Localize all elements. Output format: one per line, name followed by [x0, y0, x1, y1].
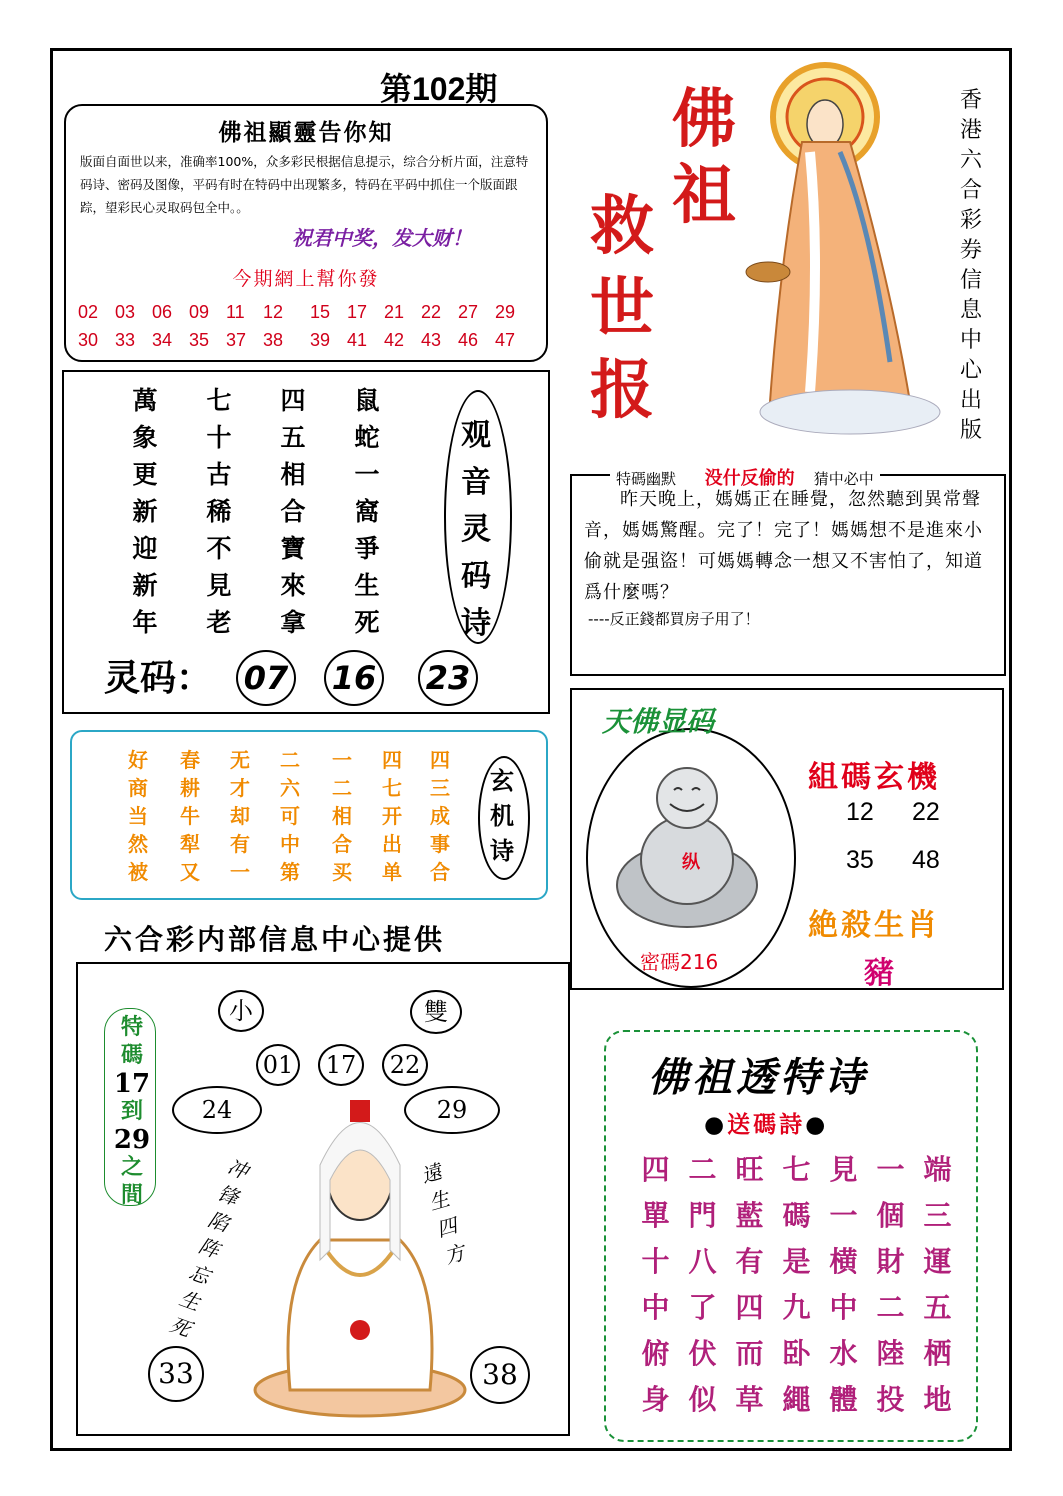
poem-column: 七 十 古 稀 不 見 老: [206, 386, 232, 637]
numbers-title: 今期網上幫你發: [232, 268, 380, 290]
poem-column: 鼠 蛇 一 窩 爭 生 死: [354, 386, 380, 637]
teshi-char: 個: [876, 1199, 905, 1232]
number-circle: 22: [382, 1044, 428, 1086]
teshi-char: 七: [782, 1153, 811, 1186]
title-char: 报: [590, 353, 654, 428]
number: 22: [421, 302, 442, 322]
teshi-char: 栖: [923, 1337, 952, 1370]
title-char: 世: [590, 271, 654, 346]
tema-range: [112, 1014, 152, 1210]
teshi-char: 似: [688, 1383, 717, 1416]
teshi-char: 端: [923, 1153, 952, 1186]
mima-text: 密碼216: [640, 950, 719, 974]
joke-head-right: 猜中必中: [813, 470, 874, 488]
number-row-1: [78, 302, 532, 323]
number: 02: [78, 302, 99, 322]
number: 46: [458, 330, 479, 350]
number: 39: [310, 330, 331, 350]
teshi-char: 運: [923, 1245, 952, 1278]
teshi-char: 了: [688, 1291, 717, 1324]
teshi-char: 一: [876, 1153, 905, 1186]
teshi-row: [632, 1378, 961, 1424]
xuanji-column: 四 三 成 事 合: [430, 748, 450, 884]
teshi-char: 横: [829, 1245, 858, 1278]
number: 21: [384, 302, 405, 322]
teshi-char: 二: [876, 1291, 905, 1324]
title-char: 救: [590, 189, 654, 264]
left-poem-text: 冲 锋 陷 阵 忘 生 死: [166, 1154, 252, 1342]
teshi-char: 旺: [735, 1153, 764, 1186]
xuanji-column: 好 商 当 然 被: [128, 748, 148, 884]
publisher-text: 香 港 六 合 彩 券 信 息 中 心 出 版: [959, 88, 982, 443]
number: 11: [226, 302, 245, 322]
teshi-char: 中: [641, 1291, 670, 1324]
zong-mark: 纵: [682, 852, 700, 873]
guanyin-standing-image: [740, 62, 950, 442]
buddha-title: 天佛显码: [602, 705, 715, 738]
number: 34: [152, 330, 173, 350]
teshi-char: 十: [641, 1245, 670, 1278]
poem-column: 四 五 相 合 寶 來 拿: [280, 386, 306, 637]
teshi-row: [632, 1194, 961, 1240]
buddha-image: [612, 760, 762, 930]
lingma-number: 23: [418, 650, 478, 706]
teshi-char: 地: [923, 1383, 952, 1416]
teshi-char: 四: [641, 1153, 670, 1186]
teshi-title: 佛祖透特诗: [648, 1054, 868, 1101]
lingma-number: 16: [324, 650, 384, 706]
teshi-char: 碼: [782, 1199, 811, 1232]
number: 35: [189, 330, 210, 350]
joke-head-title: 没什反偷的: [704, 468, 795, 489]
issue-number: 第102期: [380, 71, 498, 107]
teshi-char: 而: [735, 1337, 764, 1370]
xuanji-column: 二 六 可 中 第: [280, 748, 300, 884]
title-fo-zu: [664, 82, 744, 234]
guanyin-figure-image: [250, 1100, 470, 1420]
teshi-row: [632, 1286, 961, 1332]
joke-answer: ----反正錢都買房子用了！: [588, 610, 760, 628]
teshi-char: 門: [688, 1199, 717, 1232]
poem-title: 观 音 灵 码 诗: [461, 418, 491, 641]
double-label: 雙: [410, 990, 462, 1034]
title-jiu-shi-bao: [582, 186, 662, 432]
teshi-grid: [632, 1148, 961, 1424]
joke-head-left: 特碼幽默: [616, 470, 677, 488]
number-row-2: [78, 330, 532, 351]
number: 12: [263, 302, 284, 322]
number: 27: [458, 302, 479, 322]
provider-text: 六合彩内部信息中心提供: [104, 923, 446, 956]
xuanji-column: 春 耕 牛 犁 又: [180, 748, 200, 884]
zuma-title: 組碼玄機: [808, 760, 940, 795]
zuma-number: 48: [912, 846, 940, 874]
teshi-char: 二: [688, 1153, 717, 1186]
number: 06: [152, 302, 173, 322]
teshi-char: 見: [829, 1153, 858, 1186]
teshi-char: 八: [688, 1245, 717, 1278]
teshi-char: 九: [782, 1291, 811, 1324]
lingma-number: 07: [236, 650, 296, 706]
teshi-char: 草: [735, 1383, 764, 1416]
number: 38: [263, 330, 284, 350]
number-circle: 38: [470, 1346, 530, 1404]
xuanji-column: 无 才 却 有 一: [230, 748, 250, 884]
number-circle: 17: [318, 1044, 364, 1086]
teshi-char: 一: [829, 1199, 858, 1232]
teshi-char: 有: [735, 1245, 764, 1278]
number: 37: [226, 330, 247, 350]
number: 29: [495, 302, 516, 322]
bullet-icon: ●: [805, 1112, 829, 1138]
poem-column: 萬 象 更 新 迎 新 年: [132, 386, 158, 637]
teshi-char: 卧: [782, 1337, 811, 1370]
number: 17: [347, 302, 368, 322]
teshi-row: [632, 1240, 961, 1286]
teshi-char: 投: [876, 1383, 905, 1416]
zuma-number: 12: [846, 798, 874, 826]
tema-from: 17: [113, 1069, 151, 1099]
number-circle: 24: [172, 1086, 262, 1134]
teshi-char: 藍: [735, 1199, 764, 1232]
intro-text: 版面自面世以来，准确率100%，众多彩民根据信息提示，综合分析片面，注意特码诗、密码及图像，平码有时在特码中出现繁多，特码在平码中抓住一个版面跟踪，望彩民心灵取码包全中。。: [80, 154, 529, 215]
teshi-char: 水: [829, 1337, 858, 1370]
tema-title: 特 碼: [120, 1015, 143, 1068]
bullet-icon: ●: [704, 1112, 728, 1138]
teshi-char: 五: [923, 1291, 952, 1324]
number: 33: [115, 330, 136, 350]
title-char: 佛: [672, 82, 736, 157]
number: 41: [347, 330, 368, 350]
number: 03: [115, 302, 136, 322]
teshi-char: 繩: [782, 1383, 811, 1416]
joke-text: 昨天晚上，媽媽正在睡覺，忽然聽到異常聲音，媽媽驚醒。完了！完了！媽媽想不是進來小偷就是强盜！可媽媽轉念一想又不害怕了，知道爲什麼嗎？: [584, 489, 983, 603]
number: 30: [78, 330, 99, 350]
number: 42: [384, 330, 405, 350]
xuanji-column: 一 二 相 合 买: [332, 748, 352, 884]
teshi-char: 財: [876, 1245, 905, 1278]
xuanji-title: 玄 机 诗: [490, 767, 514, 865]
xuanji-column: 四 七 开 出 单: [382, 748, 402, 884]
songma-text: 送碼詩: [727, 1112, 806, 1138]
jusha-title: 絶殺生肖: [808, 908, 940, 943]
teshi-char: 單: [641, 1199, 670, 1232]
zuma-number: 35: [846, 846, 874, 874]
teshi-char: 四: [735, 1291, 764, 1324]
songma-label: [704, 1106, 828, 1139]
intro-wish: 祝君中奖，发大财！: [292, 226, 472, 250]
teshi-char: 伏: [688, 1337, 717, 1370]
teshi-char: 三: [923, 1199, 952, 1232]
zodiac-value: 豬: [864, 956, 894, 991]
teshi-char: 體: [829, 1383, 858, 1416]
lingma-label: 灵码：: [104, 657, 213, 699]
number: 15: [310, 302, 331, 322]
teshi-row: [632, 1332, 961, 1378]
teshi-char: 是: [782, 1245, 811, 1278]
teshi-char: 中: [829, 1291, 858, 1324]
teshi-row: [632, 1148, 961, 1194]
teshi-char: 身: [641, 1383, 670, 1416]
number: 47: [495, 330, 516, 350]
tema-to: 29: [113, 1125, 151, 1155]
teshi-char: 陸: [876, 1337, 905, 1370]
number: 09: [189, 302, 210, 322]
zuma-number: 22: [912, 798, 940, 826]
number-circle: 29: [404, 1086, 500, 1134]
number-circle: 33: [148, 1346, 204, 1402]
tema-to-word: 到: [120, 1099, 143, 1124]
intro-title: 佛祖顯靈告你知: [218, 119, 394, 146]
right-poem-text: 遠 生 四 方: [418, 1159, 468, 1269]
small-label: 小: [218, 990, 264, 1032]
title-char: 祖: [672, 158, 736, 233]
number: 43: [421, 330, 442, 350]
tema-end: 之 間: [120, 1155, 143, 1208]
number-circle: 01: [256, 1044, 300, 1086]
teshi-char: 俯: [641, 1337, 670, 1370]
